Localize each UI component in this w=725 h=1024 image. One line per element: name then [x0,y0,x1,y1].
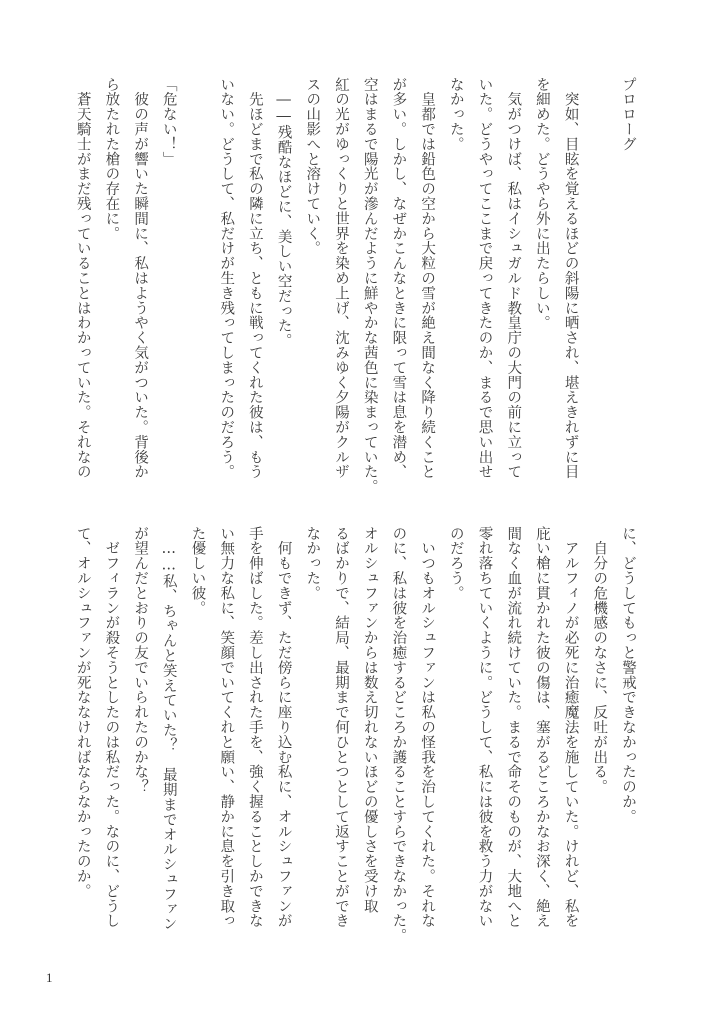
text-line: 庇い槍に貫かれた彼の傷は、塞がるどころかなお深く、絶え [533,526,550,929]
text-line: 零れ落ちていくように。どうして、私には彼を救う力がない [476,526,493,929]
text-line: 先ほどまで私の隣に立ち、ともに戦ってくれた彼は、もう [246,77,263,480]
text-line: 手を伸ばした。差し出された手を、強く握ることしかできな [246,526,263,929]
text-line: 突如、目眩を覚えるほどの斜陽に晒され、堪えきれずに目 [562,77,579,480]
text-line: ら放たれた槍の存在に。 [103,77,120,241]
text-line: なかった。 [447,77,464,152]
text-line: 皇都では鉛色の空から大粒の雪が絶え間なく降り続くこと [419,77,436,480]
text-line: のだろう。 [447,526,464,601]
chapter-title: プロローグ [620,77,636,152]
text-line: スの山影へと溶けていく。 [304,77,321,256]
text-line: 空はまるで陽光が滲んだように鮮やかな茜色に染まっていた。 [361,77,378,495]
text-line: た優しい彼。 [189,526,206,616]
text-line: るばかりで、結局、最期まで何ひとつとして返すことができ [333,526,349,929]
text-line: のに、私は彼を治癒するどころか護ることすらできなかった。 [390,526,407,944]
page-number: 1 [46,970,53,985]
text-line: 自分の危機感のなさに、反吐が出る。 [591,526,608,795]
text-line: 「危ない！」 [160,77,177,167]
text-line: て、オルシュファンが死ななければならなかったのか。 [74,526,91,899]
text-line: オルシュファンからは数え切れないほどの優しさを受け取 [361,526,378,914]
text-line: ……私、ちゃんと笑えていた？ 最期までオルシュファン [160,526,177,932]
text-line: いつもオルシュファンは私の怪我を治してくれた。それな [419,526,436,929]
text-line: が多い。しかし、なぜかこんなときに限って雪は息を潜め、 [390,77,407,480]
text-line: ゼフィランが殺そうとしたのは私だった。なのに、どうし [103,526,120,929]
text-line: ――残酷なほどに、美しい空だった。 [275,77,292,349]
text-line: が望んだとおりの友でいられたのかな？ [132,526,149,795]
text-line: 紅の光がゆっくりと世界を染め上げ、沈みゆく夕陽がクルザ [333,77,349,480]
text-line: い無力な私に、笑顔でいてくれと願い、静かに息を引き取っ [218,526,235,929]
text-line: を細めた。どうやら外に出たらしい。 [533,77,550,331]
text-line: 何もできず、ただ傍らに座り込む私に、オルシュファンが [275,526,292,929]
text-line: いた。どうやってここまで戻ってきたのか、まるで思い出せ [476,77,493,480]
text-line: 彼の声が響いた瞬間に、私はようやく気がついた。背後か [132,77,149,480]
text-line: なかった。 [304,526,321,601]
text-line: 蒼天騎士がまだ残っていることはわかっていた。それなの [74,77,91,480]
text-line: 気がつけば、私はイシュガルド教皇庁の大門の前に立って [505,77,522,480]
text-line: に、どうしてもっと警戒できなかったのか。 [620,526,636,824]
text-line: 間なく血が流れ続けていた。まるで命そのものが、大地へと [505,526,522,929]
text-line: アルフィノが必死に治癒魔法を施していた。けれど、私を [562,526,579,929]
text-line: いない。どうして、私だけが生き残ってしまったのだろう。 [218,77,235,480]
